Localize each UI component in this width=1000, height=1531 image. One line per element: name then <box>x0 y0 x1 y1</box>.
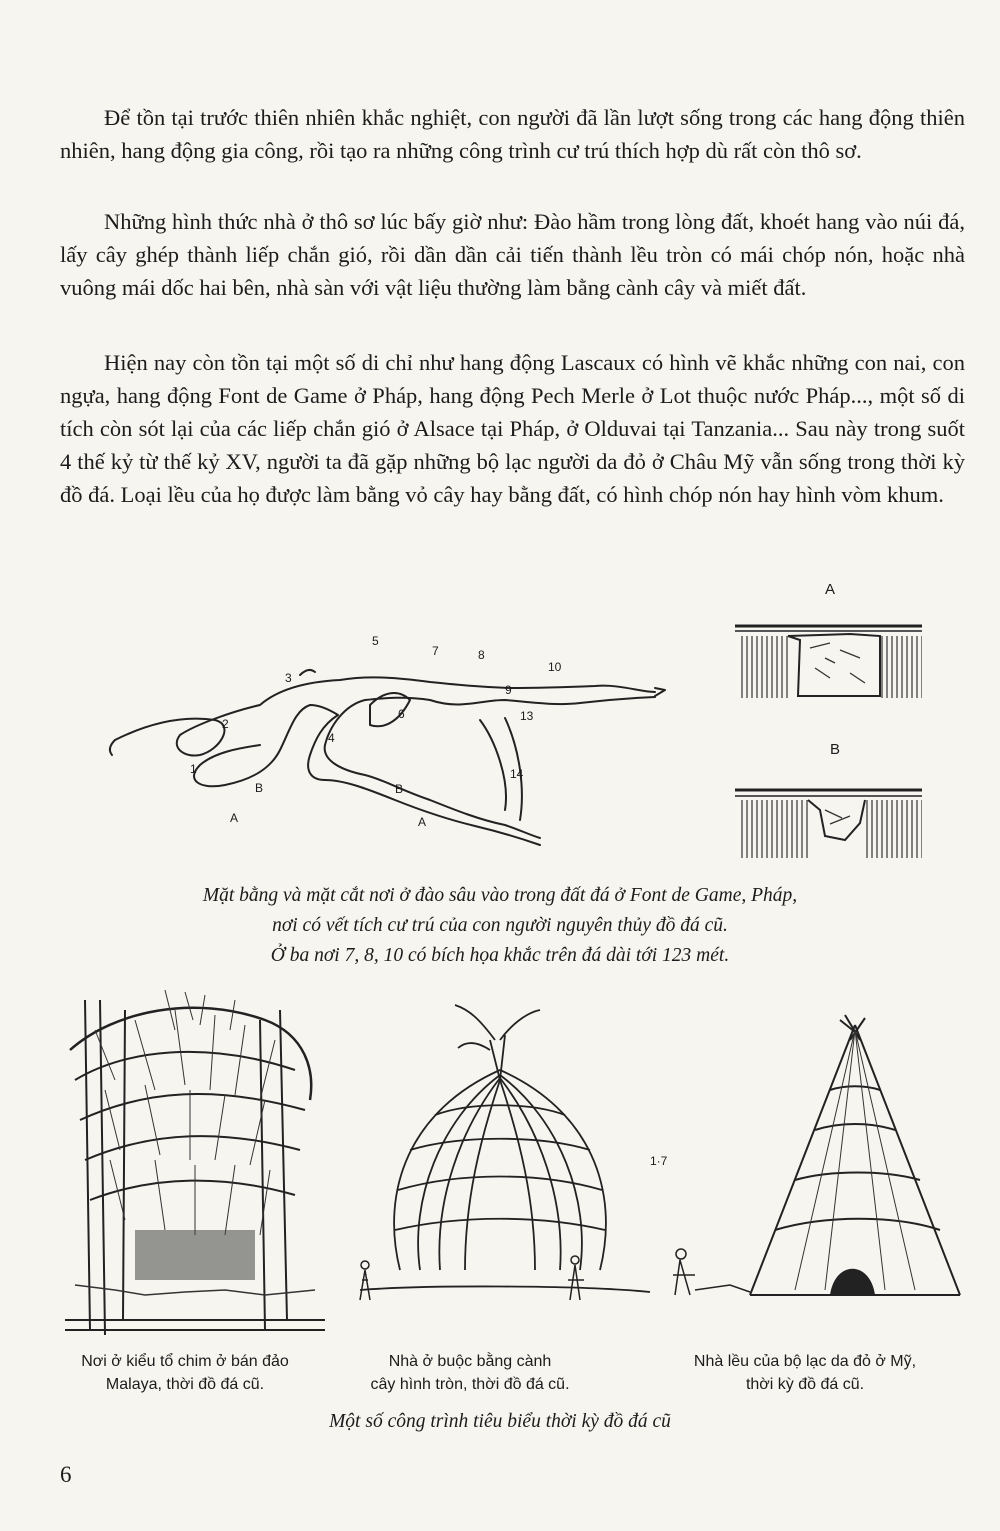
plan-label-b1: B <box>255 781 264 795</box>
plan-label-14: 14 <box>510 767 524 781</box>
plan-label-2: 2 <box>222 717 229 731</box>
paragraph-1: Để tồn tại trước thiên nhiên khắc nghiệt, con người đã lần lượt sống trong các hang động thiên nhiên, hang động gia công, rồi tạo ra những công trình cư trú thích hợp dù rất còn thô sơ. <box>60 105 965 163</box>
plan-label-7: 7 <box>432 644 439 658</box>
cave-caption-line-1: Mặt bằng và mặt cắt nơi ở đào sâu vào trong đất đá ở Font de Game, Pháp, <box>202 885 798 906</box>
paragraph-3: Hiện nay còn tồn tại một số di chỉ như hang động Lascaux có hình vẽ khắc những con nai, con ngựa, hang động Font de Game ở Pháp, hang động Pech Merle ở Lot thuộc nước Pháp..., một số di tích còn sót lại của các liếp chắn gió ở Alsace tại Pháp, ở Olduvai tại Tanzania... Sau này trong suốt 4 thế kỷ từ thế kỷ XV, người ta đã gặp những bộ lạc người da đỏ ở Châu Mỹ vẫn sống trong thời kỳ đồ đá. Loại lều của họ được làm bằng vỏ cây hay bằng đất, có hình chóp nón hay hình vòm khum. <box>60 350 965 507</box>
nest-dwelling-illustration <box>65 990 325 1340</box>
tepee-door <box>830 1269 875 1295</box>
plan-label-9: 9 <box>505 683 512 697</box>
sub-caption-nest-line-1: Nơi ở kiểu tổ chim ở bán đảo <box>81 1353 289 1370</box>
sub-caption-nest-line-2: Malaya, thời đồ đá cũ. <box>105 1376 265 1393</box>
plan-label-13: 13 <box>520 709 534 723</box>
hut-label: 1·7 <box>650 1154 668 1168</box>
sub-caption-tepee-line-2: thời kỳ đồ đá cũ. <box>745 1376 865 1393</box>
sub-caption-tepee-line-1: Nhà lều của bộ lạc da đỏ ở Mỹ, <box>693 1353 917 1370</box>
cave-plan-drawing <box>100 630 670 855</box>
section-label-a: A <box>825 581 836 598</box>
paragraph-2: Những hình thức nhà ở thô sơ lúc bấy giờ như: Đào hầm trong lòng đất, khoét hang vào núi đá, lấy cây ghép thành liếp chắn gió, rồi dần dần cải tiến thành lều tròn có mái chóp nón, hoặc nhà vuông mái dốc hai bên, nhà sàn với vật liệu thường làm bằng cành cây và miết đất. <box>60 209 965 300</box>
plan-label-10: 10 <box>548 660 562 674</box>
cave-caption-line-3: Ở ba nơi 7, 8, 10 có bích họa khắc trên đá dài tới 123 mét. <box>270 945 730 966</box>
plan-label-6: 6 <box>398 707 405 721</box>
cave-section-drawing <box>730 578 930 863</box>
plan-label-a1: A <box>230 811 239 825</box>
plan-label-8: 8 <box>478 648 485 662</box>
dwellings-caption: Một số công trình tiêu biểu thời kỳ đồ đá cũ <box>329 1411 671 1432</box>
plan-label-5: 5 <box>372 634 379 648</box>
plan-label-b2: B <box>395 782 404 796</box>
sub-caption-dome-line-1: Nhà ở buộc bằng cành <box>388 1353 552 1370</box>
dome-hut-illustration <box>340 1000 670 1330</box>
plan-label-3: 3 <box>285 671 292 685</box>
plan-label-4: 4 <box>328 731 335 745</box>
sub-caption-dome-line-2: cây hình tròn, thời đồ đá cũ. <box>370 1376 570 1393</box>
section-label-b: B <box>830 741 841 758</box>
tepee-illustration <box>655 1010 965 1310</box>
page-number: 6 <box>60 1462 72 1487</box>
cave-caption-line-2: nơi có vết tích cư trú của con người nguyên thủy đồ đá cũ. <box>272 915 728 936</box>
plan-label-a2: A <box>418 815 427 829</box>
plan-label-1: 1 <box>190 762 197 776</box>
